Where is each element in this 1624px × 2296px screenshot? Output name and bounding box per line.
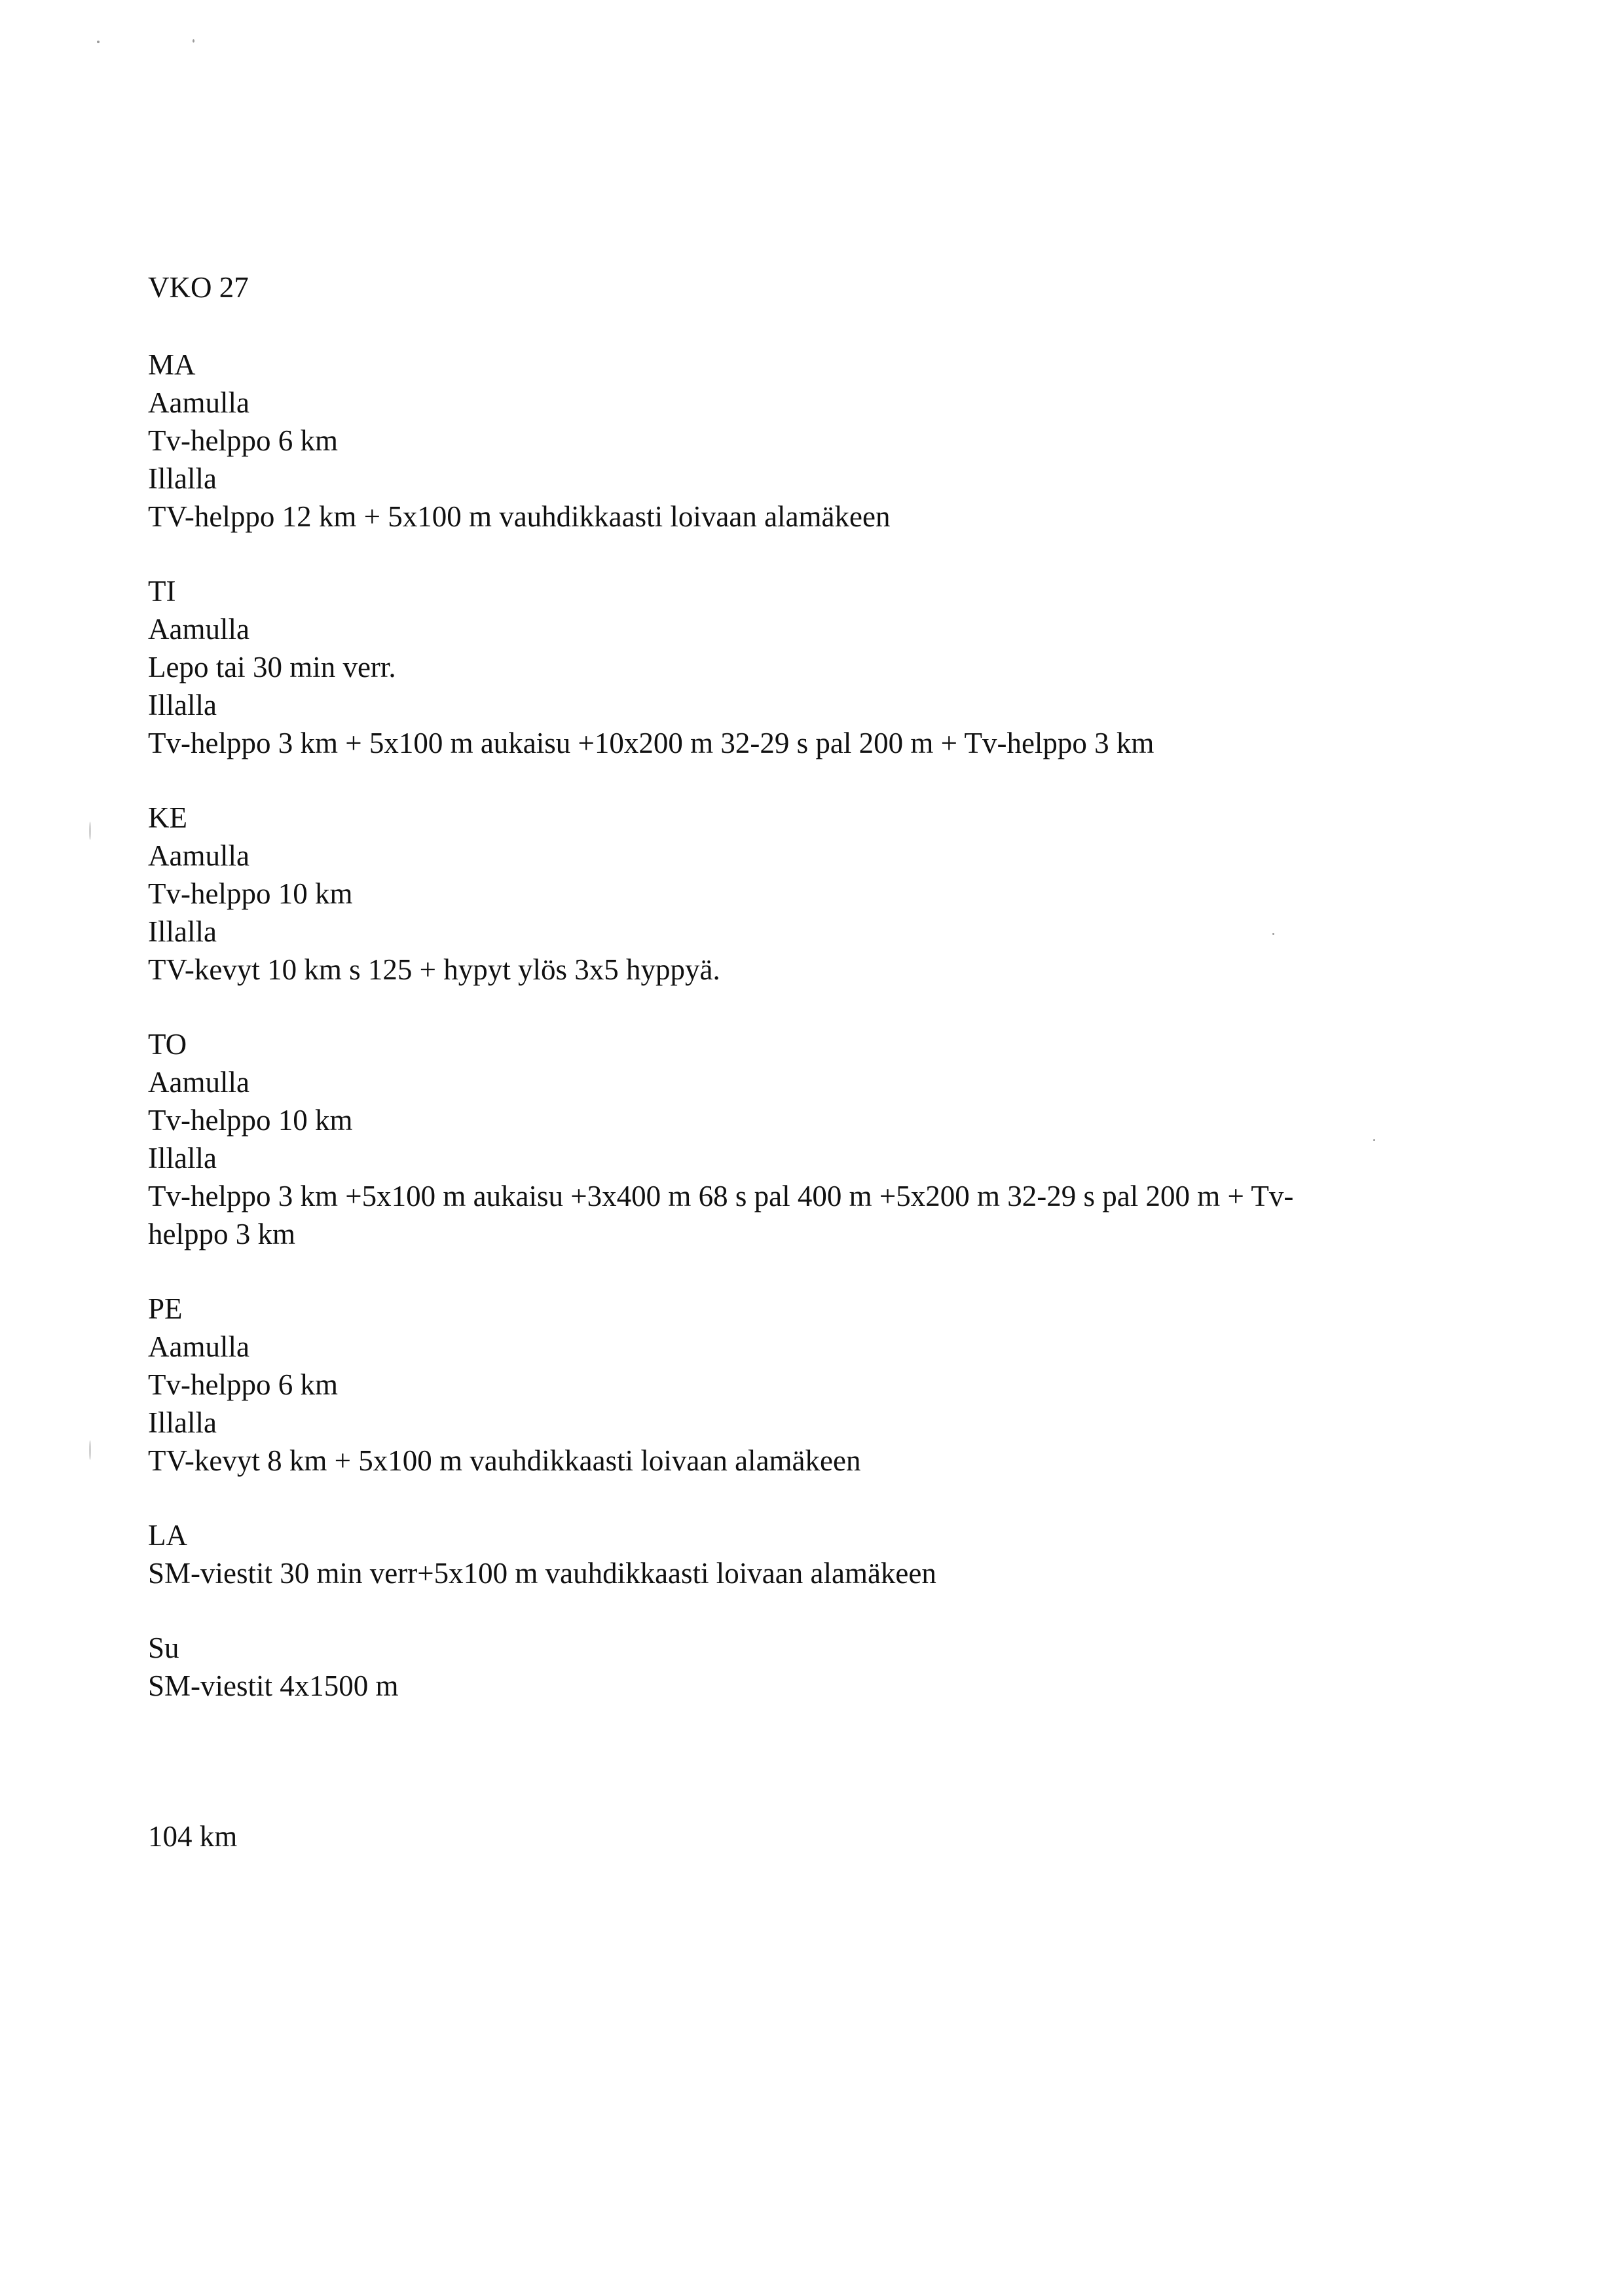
la-line-1: SM-viestit 30 min verr+5x100 m vauhdikkaasti loivaan alamäkeen (148, 1557, 936, 1590)
pe-line-4: TV-kevyt 8 km + 5x100 m vauhdikkaasti loivaan alamäkeen (148, 1444, 861, 1477)
day-heading-ke: KE (148, 801, 187, 834)
pe-line-2: Tv-helppo 6 km (148, 1368, 338, 1401)
weekly-total: 104 km (148, 1820, 238, 1853)
ma-line-2: Tv-helppo 6 km (148, 424, 338, 457)
day-heading-la: LA (148, 1519, 187, 1552)
ti-line-3: Illalla (148, 689, 217, 721)
day-heading-ti: TI (148, 575, 176, 608)
ke-line-2: Tv-helppo 10 km (148, 877, 353, 910)
pe-line-1: Aamulla (148, 1330, 249, 1363)
day-heading-ma: MA (148, 348, 196, 381)
to-line-4: Tv-helppo 3 km +5x100 m aukaisu +3x400 m 68 s pal 400 m +5x200 m 32-29 s pal 200 m + Tv- (148, 1180, 1294, 1212)
scan-speck (97, 41, 100, 43)
day-heading-su: Su (148, 1631, 179, 1664)
ti-line-2: Lepo tai 30 min verr. (148, 651, 396, 683)
ke-line-1: Aamulla (148, 839, 249, 872)
to-line-2: Tv-helppo 10 km (148, 1104, 353, 1137)
week-heading: VKO 27 (148, 271, 249, 304)
to-line-1: Aamulla (148, 1066, 249, 1099)
scan-speck (1272, 933, 1274, 935)
scan-speck (1373, 1139, 1375, 1141)
day-heading-to: TO (148, 1028, 187, 1061)
ti-line-4: Tv-helppo 3 km + 5x100 m aukaisu +10x200 m 32-29 s pal 200 m + Tv-helppo 3 km (148, 727, 1154, 759)
ke-line-3: Illalla (148, 915, 217, 948)
to-line-5: helppo 3 km (148, 1218, 295, 1250)
su-line-1: SM-viestit 4x1500 m (148, 1669, 399, 1702)
to-line-3: Illalla (148, 1142, 217, 1175)
ke-line-4: TV-kevyt 10 km s 125 + hypyt ylös 3x5 hyppyä. (148, 953, 720, 986)
scan-speck (89, 1440, 91, 1460)
ma-line-3: Illalla (148, 462, 217, 495)
pe-line-3: Illalla (148, 1406, 217, 1439)
ti-line-1: Aamulla (148, 613, 249, 646)
scan-speck (193, 39, 194, 43)
day-heading-pe: PE (148, 1292, 183, 1325)
ma-line-4: TV-helppo 12 km + 5x100 m vauhdikkaasti loivaan alamäkeen (148, 500, 891, 533)
ma-line-1: Aamulla (148, 386, 249, 419)
scan-speck (89, 822, 91, 840)
